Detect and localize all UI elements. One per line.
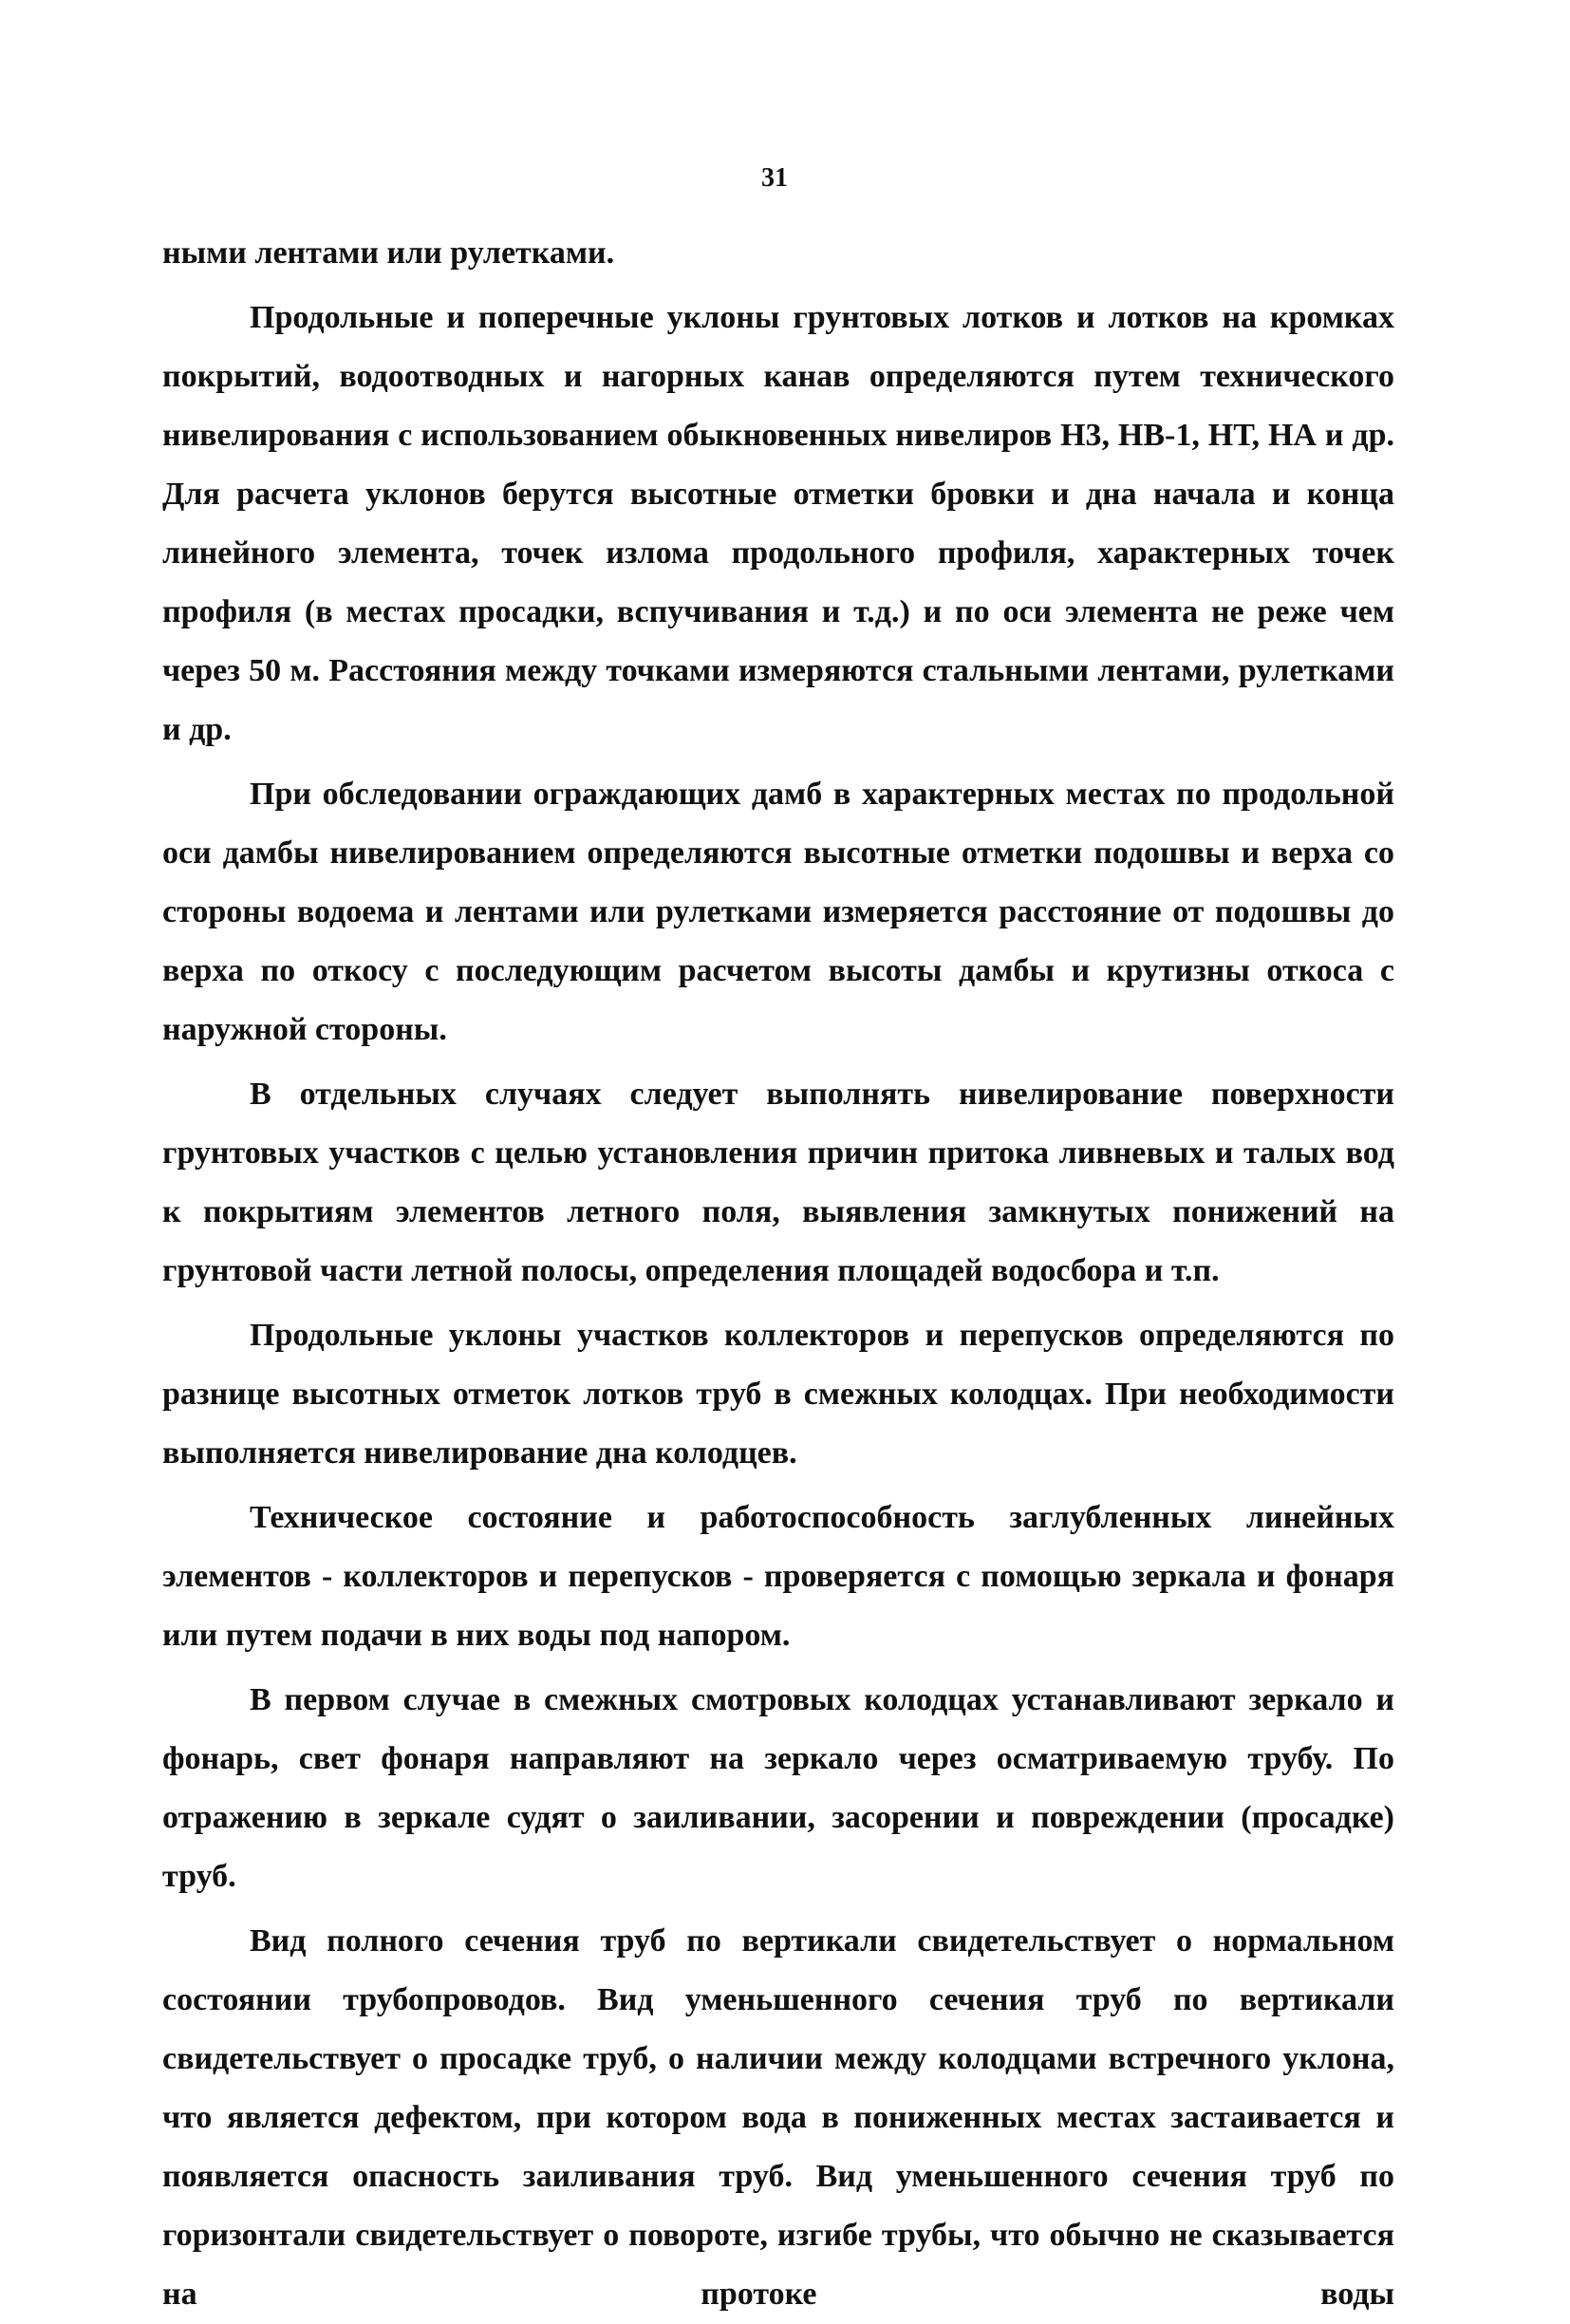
document-body: [162, 224, 1394, 2324]
paragraph-collector-slopes: Продольные уклоны участков коллекторов и перепусков определяются по разнице высотных отметок лотков труб в смежных колодцах. При необходимости выполняется нивелирование дна колодцев.: [162, 1318, 1394, 1471]
page-number: 31: [761, 163, 788, 193]
paragraph-mirror-method: В первом случае в смежных смотровых колодцах устанавливают зеркало и фонарь, свет фонаря направляют на зеркало через осматриваемую трубу. По отражению в зеркале судят о заиливании, засорении и повреждении (просадке) труб.: [162, 1682, 1394, 1894]
paragraph-dam-inspection: При обследовании ограждающих дамб в характерных местах по продольной оси дамбы нивелированием определяются высотные отметки подошвы и верха со стороны водоема и лентами или рулетками измеряется расстояние от подошвы до верха по откосу с последующим расчетом высоты дамбы и крутизны откоса с наружной стороны.: [162, 777, 1394, 1047]
paragraph-continuation: ными лентами или рулетками.: [162, 235, 615, 271]
paragraph-section-view: Вид полного сечения труб по вертикали свидетельствует о нормальном состоянии трубопроводов. Вид уменьшенного сечения труб по вертикали свидетельствует о просадке труб, о наличии между колодцами встречного уклона, что является дефектом, при котором вода в пониженных местах застаивается и появляется опасность заиливания труб. Вид уменьшенного сечения труб по горизонтали свидетельствует о повороте, изгибе трубы, что обычно не сказывается на протоке воды: [162, 1923, 1394, 2312]
paragraph-surface-leveling: В отдельных случаях следует выполнять нивелирование поверхности грунтовых участков с целью установления причин притока ливневых и талых вод к покрытиям элементов летного поля, выявления замкнутых понижений на грунтовой части летной полосы, определения площадей водосбора и т.п.: [162, 1077, 1394, 1288]
paragraph-longitudinal-slopes: Продольные и поперечные уклоны грунтовых лотков и лотков на кромках покрытий, водоотводных и нагорных канав определяются путем технического нивелирования с использованием обыкновенных нивелиров Н3, НВ-1, НТ, НА и др. Для расчета уклонов берутся высотные отметки бровки и дна начала и конца линейного элемента, точек излома продольного профиля, характерных точек профиля (в местах просадки, вспучивания и т.д.) и по оси элемента не реже чем через 50 м. Расстояния между точками измеряются стальными лентами, рулетками и др.: [162, 300, 1394, 747]
paragraph-technical-condition: Техническое состояние и работоспособность заглубленных линейных элементов - коллекторов и перепусков - проверяется с помощью зеркала и фонаря или путем подачи в них воды под напором.: [162, 1500, 1394, 1653]
